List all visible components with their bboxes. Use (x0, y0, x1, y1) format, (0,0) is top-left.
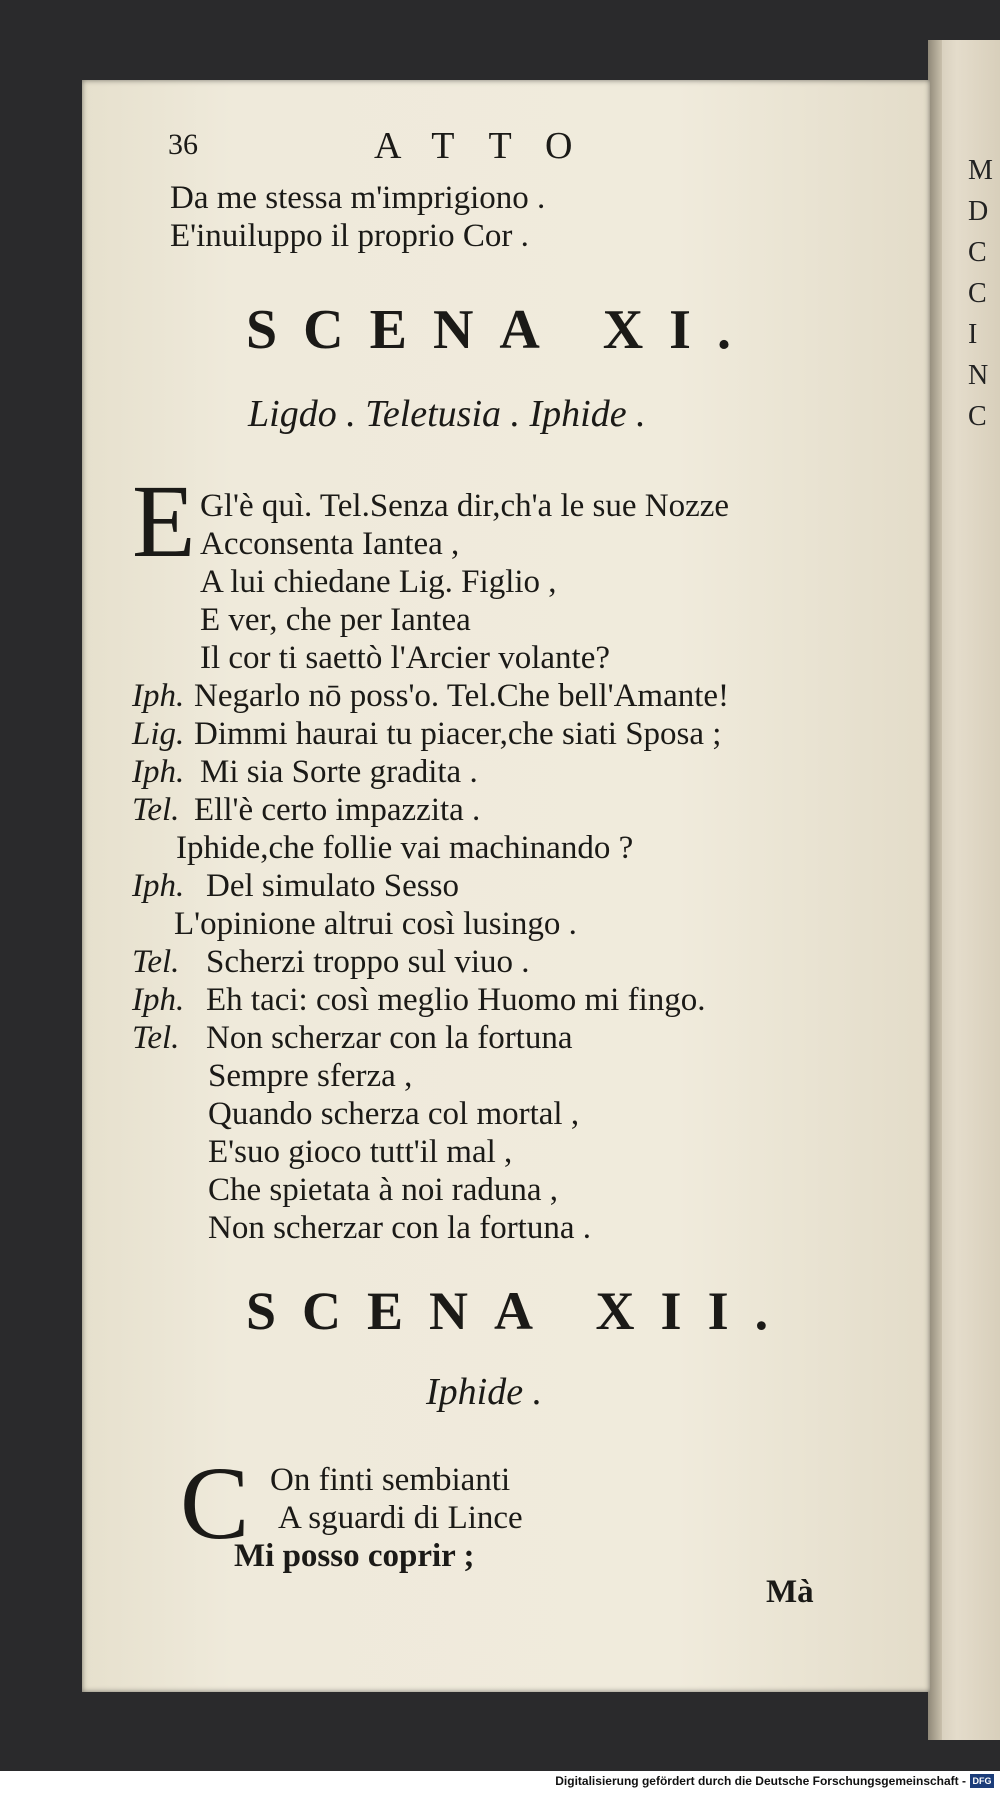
speaker-label: Tel. (132, 944, 180, 980)
drop-cap: E (132, 464, 196, 579)
dfg-logo: DFG (970, 1774, 994, 1788)
speaker-label: Lig. (132, 716, 185, 752)
text-line: Acconsenta Iantea , (200, 526, 460, 562)
text-line: Ell'è certo impazzita . (194, 792, 481, 828)
text-line: Mi sia Sorte gradita . (200, 754, 478, 790)
scene-title: SCENA XII. (246, 1281, 795, 1341)
text-line: Sempre sferza , (208, 1058, 413, 1094)
book-page (82, 80, 930, 1692)
footer-credit: Digitalisierung gefördert durch die Deutsche Forschungsgemeinschaft - (555, 1774, 966, 1788)
text-line: A lui chiedane Lig. Figlio , (200, 564, 557, 600)
catchword: Mà (766, 1574, 814, 1610)
text-line: L'opinione altrui così lusingo . (174, 906, 577, 942)
text-line: Dimmi haurai tu piacer,che siati Sposa ; (194, 716, 722, 752)
text-line: Negarlo nō poss'o. Tel.Che bell'Amante! (194, 678, 730, 714)
text-line: Eh taci: così meglio Huomo mi fingo. (206, 982, 706, 1018)
running-title: ATTO (374, 125, 607, 167)
text-line: On finti sembianti (270, 1462, 511, 1498)
scene-characters: Ligdo . Teletusia . Iphide . (248, 393, 646, 435)
text-line: Mi posso coprir ; (234, 1538, 475, 1574)
text-line: E ver, che per Iantea (200, 602, 471, 638)
footer-bar (0, 1771, 1000, 1793)
drop-cap: C (180, 1446, 250, 1561)
text-line: Scherzi troppo sul viuo . (206, 944, 530, 980)
speaker-label: Iph. (132, 754, 185, 790)
text-line: Il cor ti saettò l'Arcier volante? (200, 640, 611, 676)
text-line: Quando scherza col mortal , (208, 1096, 580, 1132)
text-line: A sguardi di Lince (278, 1500, 523, 1536)
speaker-label: Tel. (132, 792, 180, 828)
facing-page-fragments: M D C C I N C (968, 155, 993, 432)
text-line: Non scherzar con la fortuna (206, 1020, 573, 1056)
text-line: Che spietata à noi raduna , (208, 1172, 559, 1208)
speaker-label: Tel. (132, 1020, 180, 1056)
text-line: Da me stessa m'imprigiono . (170, 180, 546, 216)
scene-characters: Iphide . (426, 1371, 543, 1413)
scene-title: SCENA XI. (246, 299, 757, 361)
speaker-label: Iph. (132, 982, 185, 1018)
text-line: Iphide,che follie vai machinando ? (176, 830, 634, 866)
page-number: 36 (168, 128, 198, 161)
text-line: Gl'è quì. Tel.Senza dir,ch'a le sue Nozze (200, 488, 730, 524)
text-line: E'suo gioco tutt'il mal , (208, 1134, 513, 1170)
text-line: Del simulato Sesso (206, 868, 459, 904)
speaker-label: Iph. (132, 678, 185, 714)
speaker-label: Iph. (132, 868, 185, 904)
text-line: Non scherzar con la fortuna . (208, 1210, 591, 1246)
text-line: E'inuiluppo il proprio Cor . (170, 218, 529, 254)
